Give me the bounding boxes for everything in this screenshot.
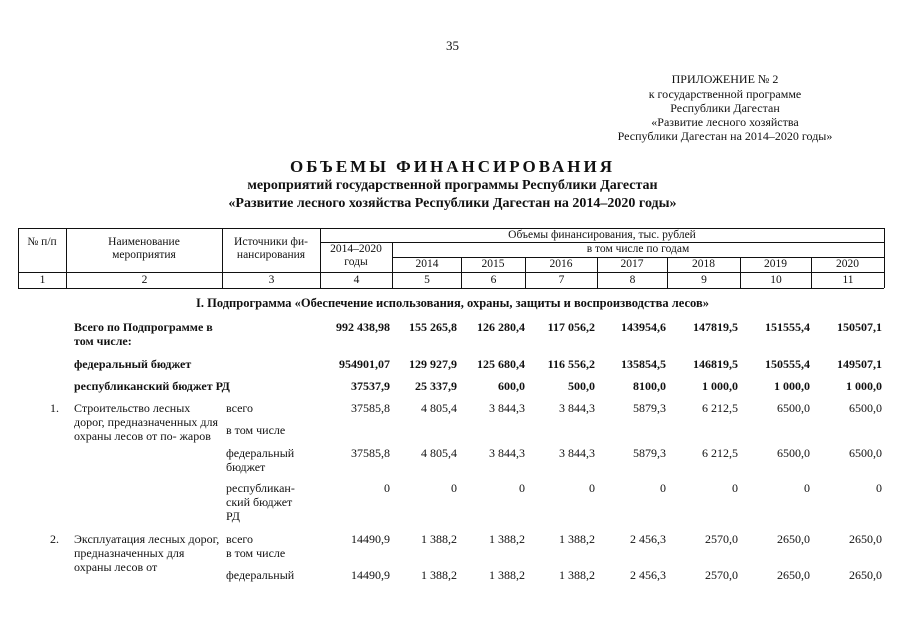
header-year: 2016: [549, 258, 573, 270]
item-number: 1.: [50, 401, 59, 415]
col-index: 11: [842, 274, 854, 286]
value-total: 14490,9: [351, 568, 390, 582]
value-2017: 2 456,3: [630, 568, 666, 582]
col-index: 5: [424, 274, 430, 286]
value-2020: 150507,1: [837, 320, 882, 334]
value-2018: 147819,5: [693, 320, 738, 334]
value-2020: 6500,0: [849, 446, 882, 460]
value-2018: 6 212,5: [702, 446, 738, 460]
value-2020: 1 000,0: [846, 379, 882, 393]
row-label: республиканский бюджет РД: [74, 379, 230, 393]
value-2019: 150555,4: [765, 357, 810, 371]
col-index: 8: [629, 274, 636, 286]
source-label: федеральный бюджет: [226, 446, 295, 474]
item-number: 2.: [50, 532, 59, 546]
value-2019: 6500,0: [777, 401, 810, 415]
header-year: 2020: [836, 258, 859, 270]
value-2015: 0: [519, 481, 525, 495]
value-2016: 500,0: [568, 379, 595, 393]
value-2016: 3 844,3: [559, 401, 595, 415]
value-2017: 5879,3: [633, 401, 666, 415]
value-2014: 129 927,9: [409, 357, 457, 371]
value-2016: 3 844,3: [559, 446, 595, 460]
value-2015: 3 844,3: [489, 401, 525, 415]
item-name: Строительство лесных дорог, предназначенных для охраны лесов от по- жаров: [74, 401, 219, 443]
appendix-line-5: Республики Дагестан на 2014–2020 годы»: [617, 129, 833, 143]
value-2020: 149507,1: [837, 357, 882, 371]
value-2018: 0: [732, 481, 738, 495]
value-2016: 1 388,2: [559, 532, 595, 546]
value-2014: 25 337,9: [415, 379, 457, 393]
row-label: федеральный бюджет: [74, 357, 192, 371]
value-2018: 2570,0: [705, 532, 738, 546]
value-2016: 0: [589, 481, 595, 495]
value-2017: 8100,0: [633, 379, 666, 393]
document-subtitle-program: «Развитие лесного хозяйства Республики Дагестан на 2014–2020 годы»: [228, 196, 677, 211]
appendix-line-4: «Развитие лесного хозяйства: [651, 115, 799, 129]
value-2019: 151555,4: [765, 320, 810, 334]
value-2017: 2 456,3: [630, 532, 666, 546]
source-label: всего: [226, 532, 254, 546]
item-name: Эксплуатация лесных дорог, предназначенных для охраны лесов от: [74, 532, 220, 574]
value-2017: 143954,6: [621, 320, 666, 334]
value-2014: 155 265,8: [409, 320, 457, 334]
source-label: в том числе: [226, 423, 286, 437]
document-subtitle: мероприятий государственной программы Республики Дагестан: [247, 178, 658, 193]
value-total: 954901,07: [339, 357, 390, 371]
value-2014: 0: [451, 481, 457, 495]
value-2019: 0: [804, 481, 810, 495]
header-by-years: в том числе по годам: [586, 243, 690, 255]
header-total-period: 2014–2020 годы: [330, 243, 382, 268]
value-total: 37585,8: [351, 446, 390, 460]
value-2019: 1 000,0: [774, 379, 810, 393]
header-year: 2018: [692, 258, 715, 270]
page-number: 35: [446, 38, 459, 53]
appendix-line-2: к государственной программе: [648, 87, 802, 101]
value-2018: 146819,5: [693, 357, 738, 371]
value-2019: 2650,0: [777, 532, 810, 546]
value-2016: 116 556,2: [547, 357, 595, 371]
value-2014: 1 388,2: [421, 568, 457, 582]
value-2020: 2650,0: [849, 568, 882, 582]
value-2014: 1 388,2: [421, 532, 457, 546]
header-year: 2017: [620, 258, 644, 270]
value-2015: 125 680,4: [477, 357, 525, 371]
value-2015: 1 388,2: [489, 568, 525, 582]
document-title: ОБЪЕМЫ ФИНАНСИРОВАНИЯ: [290, 157, 615, 176]
source-label: в том числе: [226, 546, 286, 560]
appendix-line-3: Республики Дагестан: [670, 101, 780, 115]
value-2015: 1 388,2: [489, 532, 525, 546]
value-2014: 4 805,4: [421, 446, 457, 460]
value-2018: 2570,0: [705, 568, 738, 582]
col-index: 6: [490, 274, 497, 286]
header-volumes: Объемы финансирования, тыс. рублей: [508, 229, 696, 241]
row-label: Всего по Подпрограмме в том числе:: [74, 320, 213, 348]
value-total: 14490,9: [351, 532, 390, 546]
value-total: 992 438,98: [336, 320, 390, 334]
header-year: 2019: [764, 258, 787, 270]
col-index: 4: [353, 274, 360, 286]
header-year: 2015: [481, 258, 505, 270]
header-year: 2014: [415, 258, 439, 270]
col-index: 1: [39, 274, 46, 286]
source-label: федеральный: [226, 568, 295, 582]
source-label: республикан- ский бюджет РД: [226, 481, 295, 523]
value-2014: 4 805,4: [421, 401, 457, 415]
col-index: 9: [701, 274, 707, 286]
value-2016: 117 056,2: [547, 320, 595, 334]
col-index: 3: [268, 274, 275, 286]
value-2017: 5879,3: [633, 446, 666, 460]
value-2017: 0: [660, 481, 666, 495]
col-index: 7: [558, 274, 565, 286]
header-col-source: Источники фи- нансирования: [234, 236, 308, 261]
col-index: 10: [770, 274, 782, 286]
value-total: 37585,8: [351, 401, 390, 415]
value-2018: 1 000,0: [702, 379, 738, 393]
value-2015: 126 280,4: [477, 320, 525, 334]
header-col-name: Наименование мероприятия: [108, 236, 180, 261]
appendix-line-1: ПРИЛОЖЕНИЕ № 2: [671, 72, 779, 86]
value-2020: 0: [876, 481, 882, 495]
col-index: 2: [141, 274, 148, 286]
value-2020: 2650,0: [849, 532, 882, 546]
value-total: 0: [384, 481, 390, 495]
section-title: I. Подпрограмма «Обеспечение использования, охраны, защиты и воспроизводства лесов»: [195, 296, 709, 310]
value-2016: 1 388,2: [559, 568, 595, 582]
value-2019: 2650,0: [777, 568, 810, 582]
source-label: всего: [226, 401, 254, 415]
header-col-number: № п/п: [27, 236, 57, 248]
value-2015: 3 844,3: [489, 446, 525, 460]
value-2019: 6500,0: [777, 446, 810, 460]
value-total: 37537,9: [351, 379, 390, 393]
value-2020: 6500,0: [849, 401, 882, 415]
value-2015: 600,0: [498, 379, 525, 393]
value-2018: 6 212,5: [702, 401, 738, 415]
value-2017: 135854,5: [621, 357, 666, 371]
